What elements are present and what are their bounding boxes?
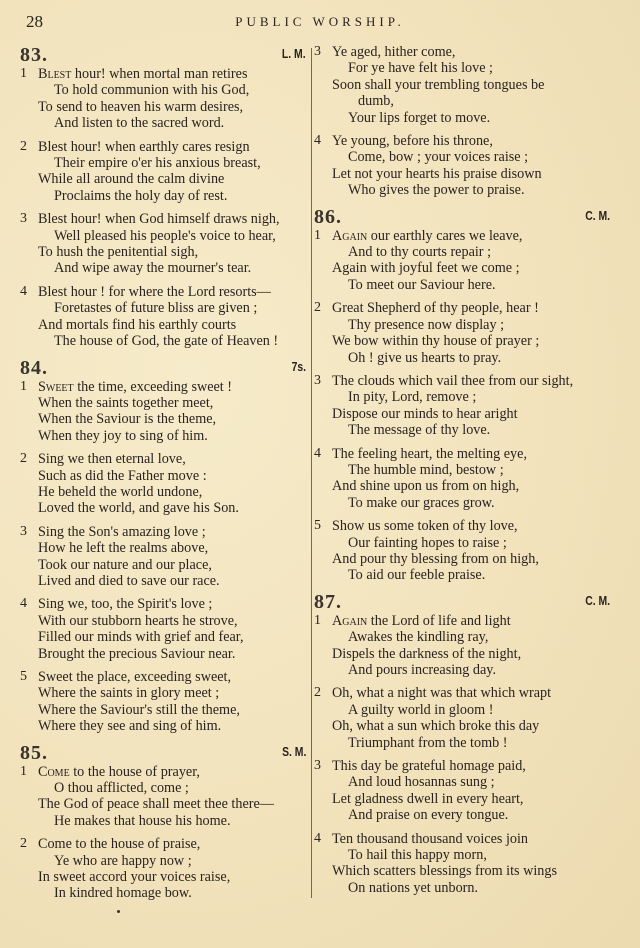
page-number: 28 bbox=[26, 12, 43, 31]
verse-number: 1 bbox=[20, 378, 27, 394]
verse-line: Where the Saviour's still the theme, bbox=[38, 701, 240, 718]
first-word: Again bbox=[332, 227, 368, 244]
verse-line: With our stubborn hearts he strove, bbox=[38, 612, 238, 629]
verse-number: 4 bbox=[314, 445, 321, 461]
verse-line: Lived and died to save our race. bbox=[38, 572, 220, 589]
verse-line: Foretastes of future bliss are given ; bbox=[54, 300, 258, 317]
verse-line: And pour thy blessing from on high, bbox=[332, 550, 539, 567]
verse-line: Sing the Son's amazing love ; bbox=[38, 523, 206, 540]
hymn-84 bbox=[20, 357, 310, 735]
verse-line: Well pleased his people's voice to hear, bbox=[54, 227, 276, 244]
verse-line: Dispels the darkness of the night, bbox=[332, 645, 522, 662]
verse-line: Ten thousand thousand voices join bbox=[332, 830, 529, 847]
verse-line: And wipe away the mourner's tear. bbox=[54, 260, 252, 277]
verse-line: The message of thy love. bbox=[348, 422, 491, 439]
verse-line: Where the saints in glory meet ; bbox=[38, 685, 220, 702]
stanza bbox=[314, 373, 614, 439]
verse-line: To hail this happy morn, bbox=[348, 847, 487, 864]
verse-line: And shine upon us from on high, bbox=[332, 478, 520, 495]
verse-number: 4 bbox=[314, 133, 321, 149]
hymn-85 bbox=[20, 742, 310, 902]
verse-line: On nations yet unborn. bbox=[348, 879, 479, 896]
hymn-meter: S. M. bbox=[281, 743, 306, 759]
verse-line: In sweet accord your voices raise, bbox=[38, 869, 231, 886]
verse-line: Sweet the time, exceeding sweet ! bbox=[38, 378, 233, 395]
ink-speck bbox=[117, 910, 120, 913]
verse-line: Blest hour! when earthly cares resign bbox=[38, 138, 250, 155]
verse-line: Dispose our minds to hear aright bbox=[332, 405, 518, 422]
verse-line: Triumphant from the tomb ! bbox=[348, 734, 508, 751]
verse-line: Sing we then eternal love, bbox=[38, 451, 186, 468]
stanza bbox=[314, 228, 614, 294]
verse-line: Let gladness dwell in every heart, bbox=[332, 790, 524, 807]
verse-line: To aid our feeble praise. bbox=[348, 567, 486, 584]
verse-line: Your lips forget to move. bbox=[348, 109, 491, 126]
stanza bbox=[20, 596, 310, 662]
hymn-number: 85. bbox=[20, 741, 48, 764]
running-title: PUBLIC WORSHIP. bbox=[235, 14, 405, 29]
verse-line: Oh ! give us hearts to pray. bbox=[348, 349, 502, 366]
verse-line: Come to the house of prayer, bbox=[38, 763, 200, 780]
verse-line: The God of peace shall meet thee there— bbox=[38, 796, 274, 813]
first-word: Blest bbox=[38, 66, 72, 82]
verse-line: Oh, what a night was that which wrapt bbox=[332, 685, 552, 702]
verse-line: To hold communion with his God, bbox=[54, 82, 250, 99]
stanza bbox=[20, 764, 310, 830]
verse-number: 2 bbox=[20, 451, 27, 467]
verse-line: Who gives the power to praise. bbox=[348, 182, 525, 199]
stanza bbox=[314, 446, 614, 512]
stanza bbox=[20, 669, 310, 735]
verse-line: While all around the calm divine bbox=[38, 171, 225, 188]
verse-line: Soon shall your trembling tongues be bbox=[332, 76, 545, 93]
left-column bbox=[20, 44, 310, 909]
verse-number: 4 bbox=[314, 830, 321, 846]
stanza bbox=[20, 836, 310, 902]
verse-line: Come to the house of praise, bbox=[38, 836, 201, 853]
stanza bbox=[314, 831, 614, 897]
verse-number: 1 bbox=[20, 66, 27, 81]
verse-line: The humble mind, bestow ; bbox=[348, 461, 504, 478]
verse-line: A guilty world in gloom ! bbox=[348, 701, 494, 718]
verse-line: Blest hour ! for where the Lord resorts— bbox=[38, 283, 271, 300]
hymn-number: 83. bbox=[20, 44, 48, 66]
verse-line: Great Shepherd of thy people, hear ! bbox=[332, 300, 539, 317]
hymn-number: 86. bbox=[314, 205, 342, 228]
stanza bbox=[314, 518, 614, 584]
stanza bbox=[20, 66, 310, 132]
hymn-number: 87. bbox=[314, 590, 342, 613]
hymn-meter: L. M. bbox=[282, 46, 306, 61]
verse-number: 3 bbox=[314, 758, 321, 774]
verse-line: Ye young, before his throne, bbox=[332, 133, 493, 150]
verse-number: 1 bbox=[314, 227, 321, 243]
verse-line: The feeling heart, the melting eye, bbox=[332, 445, 527, 462]
verse-number: 4 bbox=[20, 596, 27, 612]
verse-number: 5 bbox=[20, 669, 27, 684]
verse-number: 2 bbox=[20, 138, 27, 154]
verse-line: To make our graces grow. bbox=[348, 494, 495, 511]
verse-number: 2 bbox=[314, 300, 321, 316]
verse-line: Our fainting hopes to raise ; bbox=[348, 534, 507, 551]
hymn-number: 84. bbox=[20, 356, 48, 379]
first-word: Sweet bbox=[38, 378, 74, 395]
verse-line: To send to heaven his warm desires, bbox=[38, 98, 244, 115]
stanza bbox=[314, 300, 614, 366]
hymn-meter: C. M. bbox=[585, 592, 610, 608]
hymn-87 bbox=[314, 591, 614, 897]
verse-line: Brought the precious Saviour near. bbox=[38, 645, 236, 662]
stanza bbox=[314, 44, 614, 126]
hymn-meter: 7s. bbox=[291, 358, 306, 374]
verse-line: Awakes the kindling ray, bbox=[348, 629, 489, 646]
verse-line: And mortals find his earthly courts bbox=[38, 316, 237, 333]
verse-line: When the Saviour is the theme, bbox=[38, 411, 217, 428]
verse-line: Again with joyful feet we come ; bbox=[332, 260, 520, 277]
verse-line: dumb, bbox=[358, 93, 394, 110]
stanza bbox=[20, 451, 310, 517]
verse-line: Ye aged, hither come, bbox=[332, 44, 456, 60]
verse-line: Let not your hearts his praise disown bbox=[332, 165, 542, 182]
verse-line: Blest hour! when mortal man retires bbox=[38, 66, 248, 82]
hymn-85-continued bbox=[314, 44, 614, 199]
verse-line: Which scatters blessings from its wings bbox=[332, 863, 557, 880]
stanza bbox=[20, 139, 310, 205]
verse-number: 2 bbox=[20, 836, 27, 852]
verse-line: Again our earthly cares we leave, bbox=[332, 227, 523, 244]
verse-line: And loud hosannas sung ; bbox=[348, 774, 495, 791]
verse-line: We bow within thy house of prayer ; bbox=[332, 333, 540, 350]
stanza bbox=[20, 379, 310, 445]
verse-number: 3 bbox=[314, 44, 321, 59]
verse-number: 1 bbox=[20, 763, 27, 779]
verse-line: To meet our Saviour here. bbox=[348, 276, 496, 293]
verse-line: In pity, Lord, remove ; bbox=[348, 389, 477, 406]
verse-line: Sweet the place, exceeding sweet, bbox=[38, 669, 232, 685]
verse-line: He beheld the world undone, bbox=[38, 483, 203, 500]
right-column bbox=[314, 44, 614, 903]
column-divider bbox=[311, 48, 312, 898]
stanza bbox=[314, 685, 614, 751]
verse-line: And praise on every tongue. bbox=[348, 807, 509, 824]
stanza bbox=[20, 211, 310, 277]
verse-line: Come, bow ; your voices raise ; bbox=[348, 149, 529, 166]
stanza bbox=[20, 284, 310, 350]
verse-line: When they joy to sing of him. bbox=[38, 427, 208, 444]
verse-line: The clouds which vail thee from our sight, bbox=[332, 372, 574, 389]
verse-line: Sing we, too, the Spirit's love ; bbox=[38, 596, 213, 613]
verse-line: Again the Lord of life and light bbox=[332, 612, 511, 629]
hymn-83 bbox=[20, 44, 310, 350]
verse-number: 2 bbox=[314, 685, 321, 701]
stanza bbox=[314, 613, 614, 679]
verse-line: And pours increasing day. bbox=[348, 662, 497, 678]
verse-line: How he left the realms above, bbox=[38, 540, 209, 557]
verse-line: He makes that house his home. bbox=[54, 812, 231, 829]
verse-line: In kindred homage bow. bbox=[54, 885, 192, 902]
verse-line: O thou afflicted, come ; bbox=[54, 780, 189, 797]
verse-line: Blest hour! when God himself draws nigh, bbox=[38, 211, 280, 228]
verse-line: And to thy courts repair ; bbox=[348, 244, 492, 261]
verse-number: 3 bbox=[20, 211, 27, 227]
verse-line: Proclaims the holy day of rest. bbox=[54, 187, 228, 204]
stanza bbox=[314, 133, 614, 199]
verse-line: Such as did the Father move : bbox=[38, 467, 207, 484]
first-word: Again bbox=[332, 612, 368, 629]
verse-line: To hush the penitential sigh, bbox=[38, 244, 199, 261]
verse-number: 3 bbox=[20, 523, 27, 539]
verse-number: 4 bbox=[20, 283, 27, 299]
verse-line: When the saints together meet, bbox=[38, 394, 214, 411]
verse-line: Filled our minds with grief and fear, bbox=[38, 629, 244, 646]
verse-number: 1 bbox=[314, 612, 321, 628]
verse-line: Thy presence now display ; bbox=[348, 316, 505, 333]
verse-number: 5 bbox=[314, 518, 321, 534]
verse-line: For ye have felt his love ; bbox=[348, 60, 493, 77]
verse-line: The house of God, the gate of Heaven ! bbox=[54, 333, 279, 350]
verse-line: Loved the world, and gave his Son. bbox=[38, 500, 239, 517]
hymn-meter: C. M. bbox=[585, 207, 610, 223]
page-header bbox=[0, 12, 640, 34]
verse-line: Their empire o'er his anxious breast, bbox=[54, 155, 261, 172]
verse-line: Took our nature and our place, bbox=[38, 556, 212, 573]
verse-line: This day be grateful homage paid, bbox=[332, 758, 526, 775]
verse-line: Oh, what a sun which broke this day bbox=[332, 718, 540, 735]
verse-line: Ye who are happy now ; bbox=[54, 852, 192, 869]
verse-number: 3 bbox=[314, 372, 321, 388]
hymn-86 bbox=[314, 206, 614, 584]
verse-line: Show us some token of thy love, bbox=[332, 518, 518, 535]
first-word: Come bbox=[38, 763, 70, 780]
stanza bbox=[20, 524, 310, 590]
verse-line: And listen to the sacred word. bbox=[54, 115, 225, 132]
verse-line: Where they see and sing of him. bbox=[38, 718, 222, 735]
stanza bbox=[314, 758, 614, 824]
